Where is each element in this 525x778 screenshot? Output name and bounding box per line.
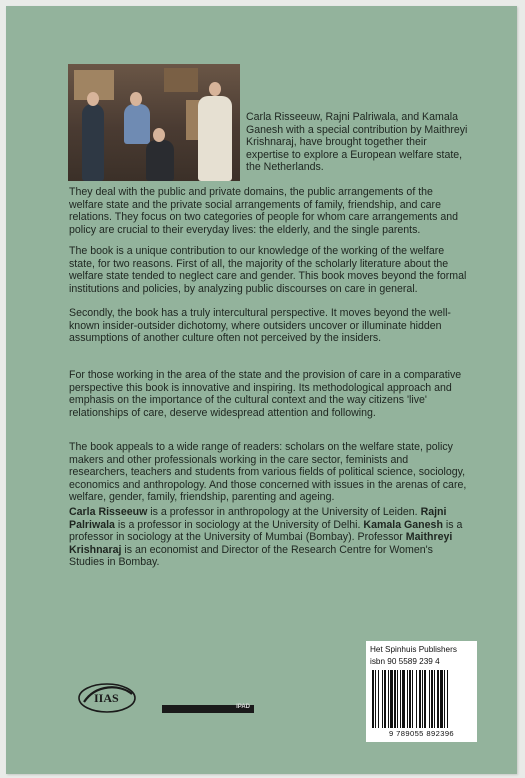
authors-intro-text: Carla Risseeuw, Rajni Palriwala, and Kamala Ganesh with a special contribution by Maithreyi Krishnaraj, have brought together their expertise to explore a European welfare state, the Netherlands. [246, 111, 468, 174]
description-paragraph-5: The book appeals to a wide range of readers: scholars on the welfare state, policy makers and other professionals working in the care sector, feminists and researchers, teachers and students from various fields of political science, sociology, economics and anthropology. And those concerned with issues in the arenas of care, welfare, gender, family, friendship, parenting and ageing. [69, 441, 467, 504]
barcode-bar [390, 670, 393, 728]
barcode-bar [440, 670, 443, 728]
iias-logo [76, 680, 138, 716]
barcode-bar [447, 670, 448, 728]
isbn-number: isbn 90 5589 239 4 [370, 657, 440, 666]
barcode-bar [400, 670, 401, 728]
barcode-bar [416, 670, 417, 728]
barcode-bar [419, 670, 421, 728]
barcode-panel [366, 641, 477, 742]
author-name: Kamala Ganesh [363, 518, 443, 531]
barcode-digits: 9 789055 892396 [388, 729, 455, 738]
barcode-bar [434, 670, 435, 728]
author-bio-text: is a professor in sociology at the University of Delhi. [114, 518, 364, 531]
barcode-bar [384, 670, 386, 728]
description-paragraph-4: For those working in the area of the state and the provision of care in a comparative perspective this book is innovative and inspiring. Its methodological approach and emphasis on the importance of the cultural context and the way citizens 'live' relationships of care, deserve widespread attention and following. [69, 369, 462, 419]
barcode-bar [412, 670, 413, 728]
barcode-bar [431, 670, 433, 728]
iias-logo-text: IIAS [94, 691, 119, 705]
author-bios [69, 506, 469, 569]
author-bio-text: is a professor in sociology at the University of Mumbai (Bombay). Professor [69, 518, 463, 544]
ipad-logo [162, 705, 254, 713]
barcode-bar [372, 670, 374, 728]
author-bio-text: is a professor in anthropology at the University of Leiden. [147, 506, 421, 518]
authors-photo [68, 64, 240, 181]
barcode-bar [409, 670, 411, 728]
description-paragraph-2: The book is a unique contribution to our knowledge of the working of the welfare state, for two reasons. First of all, the majority of the scholarly literature about the welfare state tended to neglect care and gender. This book moves beyond the formal institutions and policies, by analyzing public discourses on care in general. [69, 245, 467, 295]
author-name: Carla Risseeuw [69, 506, 148, 518]
barcode-bar [397, 670, 398, 728]
barcode-bar [429, 670, 430, 728]
barcode-bar [382, 670, 383, 728]
barcode-bars [372, 670, 472, 728]
author-bio-text: is an economist and Director of the Research Centre for Women's Studies in Bombay. [69, 543, 433, 569]
barcode-bar [388, 670, 389, 728]
author-name: Maithreyi Krishnaraj [69, 531, 453, 556]
description-paragraph-1: They deal with the public and private domains, the public arrangements of the welfare state and the private social arrangements of family, friendship, and care relations. They focus on two categories of people for whom care arrangements and policy are crucial to their everyday lives: the elderly, and the single parents. [69, 186, 459, 236]
barcode-bar [402, 670, 405, 728]
barcode-bar [375, 670, 376, 728]
barcode-bar [407, 670, 408, 728]
barcode-bar [394, 670, 396, 728]
description-paragraph-3: Secondly, the book has a truly intercultural perspective. It moves beyond the well-known insider-outsider dichotomy, where outsiders uncover or illuminate hidden assumptions of another culture often not perceived by the insiders. [69, 307, 451, 345]
barcode-bar [378, 670, 379, 728]
author-name: Rajni Palriwala [69, 506, 447, 531]
barcode-bar [424, 670, 426, 728]
barcode-bar [444, 670, 445, 728]
barcode-bar [437, 670, 439, 728]
publisher-name: Het Spinhuis Publishers [370, 645, 457, 654]
ipad-logo-text: IPAD [236, 704, 250, 710]
barcode-bar [422, 670, 423, 728]
